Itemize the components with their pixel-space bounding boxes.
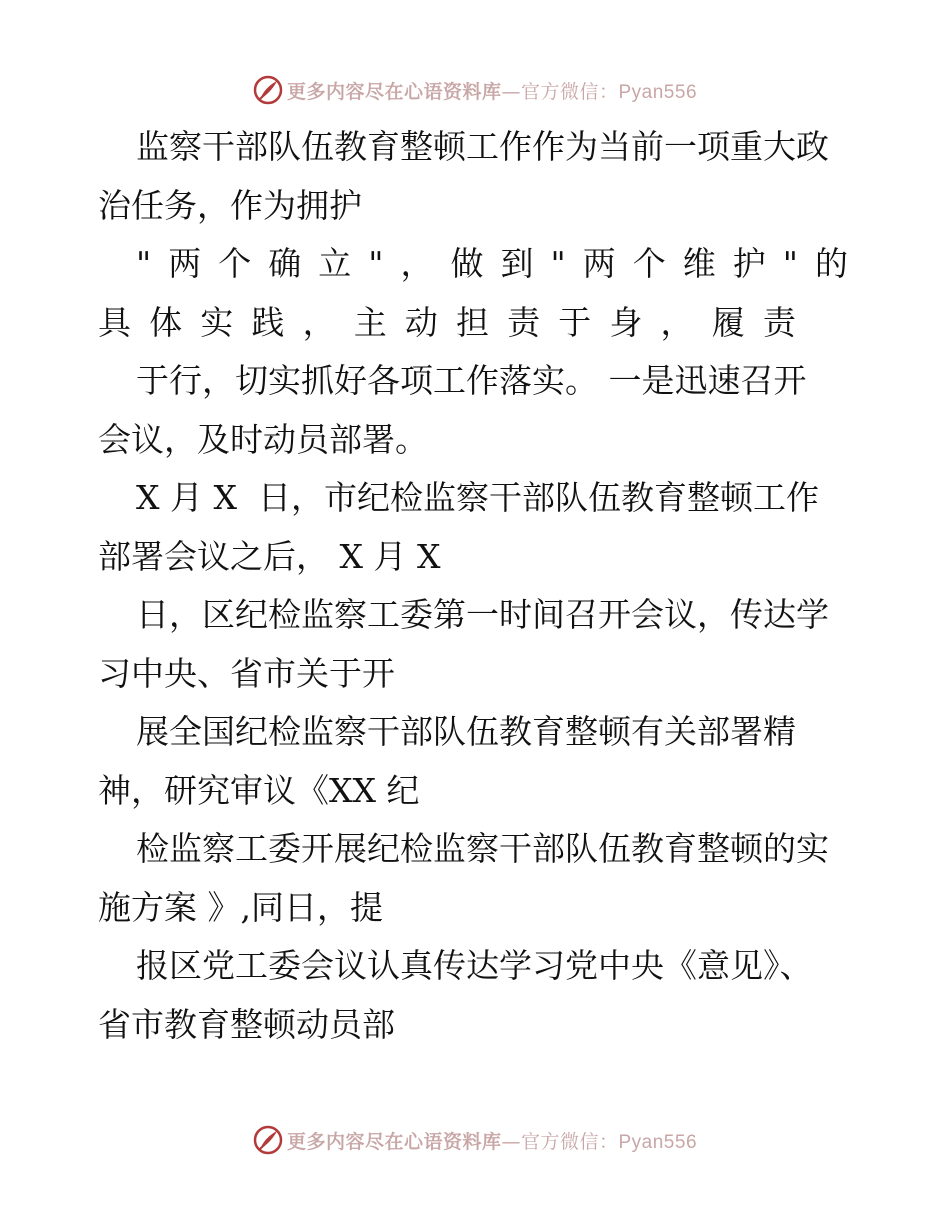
body-line-5: 于行，切实抓好各项工作落实。 一是迅速召开 <box>136 361 807 400</box>
body-line-10: 习中央、省市关于开 <box>98 653 395 693</box>
footer-banner-id: Pyan556 <box>618 1131 698 1153</box>
body-line-11: 展全国纪检监察干部队伍教育整顿有关部署精 <box>136 712 796 751</box>
body-line-4 <box>98 294 858 353</box>
quill-logo-icon <box>253 75 283 105</box>
header-banner-id: Pyan556 <box>618 81 698 103</box>
body-line-15: 报区党工委会议认真传达学习党中央《意见》、 <box>136 946 813 985</box>
spread-char: " <box>782 244 798 283</box>
body-line-16: 省市教育整顿动员部 <box>98 1004 395 1044</box>
body-line-3-spread <box>136 235 848 294</box>
spread-char: ， <box>400 244 434 283</box>
body-line-9: 日，区纪检监察工委第一时间召开会议，传达学 <box>136 595 829 634</box>
body-line-4-spread <box>98 294 796 353</box>
spread-char: 主 <box>353 302 387 342</box>
spread-char: 维 <box>682 244 716 283</box>
body-line-14: 施方案 》,同日，提 <box>98 887 383 927</box>
quill-logo-icon <box>253 1125 283 1155</box>
footer-banner-text <box>287 1127 697 1154</box>
footer-banner-title: 更多内容尽在心语资料库 <box>286 1130 502 1153</box>
header-banner-separator: — <box>501 80 521 103</box>
document-body <box>98 118 858 1054</box>
spread-char: 责 <box>507 302 541 342</box>
spread-char: 个 <box>632 244 666 283</box>
spread-char: 担 <box>455 302 489 342</box>
spread-char: 做 <box>450 244 484 283</box>
spread-char: 立 <box>318 244 352 283</box>
spread-char: ， <box>302 302 336 342</box>
spread-char: 具 <box>98 302 131 342</box>
spread-char: ， <box>660 302 694 342</box>
header-banner-wechat: 官方微信： <box>520 80 619 103</box>
spread-char: 践 <box>251 302 285 342</box>
header-banner-title: 更多内容尽在心语资料库 <box>286 80 502 103</box>
spread-char: " <box>368 244 384 283</box>
spread-char: 身 <box>609 302 643 342</box>
body-line-7: X 月 X 日，市纪检监察干部队伍教育整顿工作 <box>136 478 819 517</box>
page-footer-banner <box>0 1120 950 1160</box>
spread-char: 履 <box>711 302 745 342</box>
spread-char: 护 <box>732 244 766 283</box>
body-line-12: 神，研究审议《XX 纪 <box>98 770 420 810</box>
body-line-1: 监察干部队伍教育整顿工作作为当前一项重大政 <box>136 127 829 166</box>
page-header-banner <box>0 70 950 110</box>
body-line-2: 治任务，作为拥护 <box>98 185 362 225</box>
body-line-13: 检监察工委开展纪检监察干部队伍教育整顿的实 <box>136 829 829 868</box>
header-banner-text <box>287 77 697 104</box>
body-line-3 <box>98 235 858 294</box>
spread-char: 两 <box>582 244 616 283</box>
footer-banner-separator: — <box>501 1130 521 1153</box>
spread-char: 到 <box>500 244 534 283</box>
spread-char: 于 <box>558 302 592 342</box>
spread-char: 体 <box>149 302 183 342</box>
footer-banner-wechat: 官方微信： <box>520 1130 619 1153</box>
spread-char: 的 <box>814 244 848 283</box>
spread-char: " <box>550 244 566 283</box>
spread-char: 责 <box>762 302 796 342</box>
spread-char: 实 <box>200 302 234 342</box>
spread-char: 动 <box>404 302 438 342</box>
spread-char: 确 <box>268 244 302 283</box>
body-line-8: 部署会议之后， X 月 X <box>98 536 441 576</box>
spread-char: 两 <box>168 244 202 283</box>
spread-char: " <box>136 244 152 283</box>
spread-char: 个 <box>218 244 252 283</box>
body-line-6: 会议，及时动员部署。 <box>98 419 428 459</box>
